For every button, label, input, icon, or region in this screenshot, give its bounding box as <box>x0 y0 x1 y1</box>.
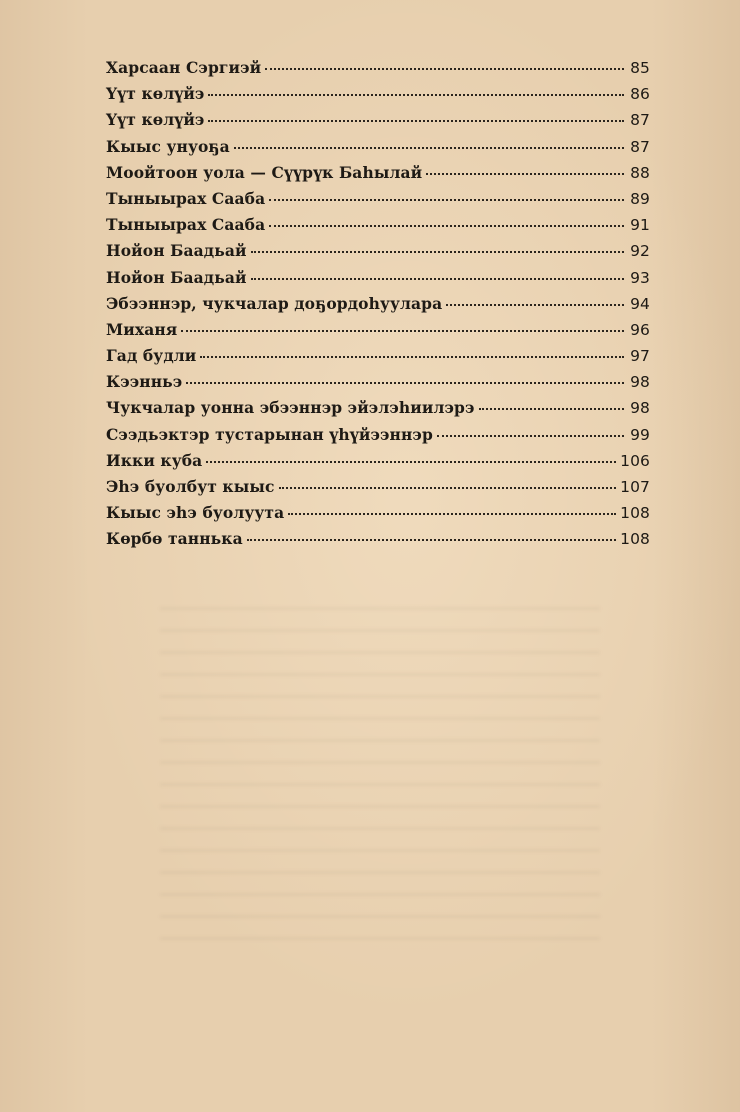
toc-entry <box>106 163 650 189</box>
toc-entry-page-number: 108 <box>620 504 650 523</box>
dot-leader <box>200 356 624 358</box>
toc-entry <box>106 503 650 529</box>
toc-entry <box>106 189 650 215</box>
toc-entry-title: Көрбө таннька <box>106 529 243 549</box>
toc-entry <box>106 241 650 267</box>
dot-leader <box>288 513 616 515</box>
toc-entry-title: Нойон Баадьай <box>106 241 247 261</box>
toc-entry-title: Сээдьэктэр тустарынан үһүйээннэр <box>106 424 433 444</box>
toc-entry-title: Гад будли <box>106 346 197 366</box>
dot-leader <box>279 487 617 489</box>
toc-entry-page-number: 87 <box>630 111 650 130</box>
toc-entry-title: Үүт көлүйэ <box>106 84 205 104</box>
dot-leader <box>446 304 624 306</box>
toc-entry <box>106 451 650 477</box>
dot-leader <box>234 147 624 149</box>
dot-leader <box>206 461 616 463</box>
dot-leader <box>437 435 624 437</box>
toc-entry-title: Миханя <box>106 319 178 339</box>
toc-entry-page-number: 89 <box>630 189 650 208</box>
toc-entry-title: Тыныырах Сааба <box>106 215 266 235</box>
toc-entry <box>106 137 650 163</box>
toc-entry-title: Нойон Баадьай <box>106 267 247 287</box>
toc-entry <box>106 110 650 136</box>
toc-entry-page-number: 99 <box>630 425 650 444</box>
dot-leader <box>269 225 624 227</box>
toc-entry-page-number: 85 <box>630 59 650 77</box>
toc-entry-title: Кыыс унуоҕа <box>106 136 230 156</box>
toc-entry-page-number: 87 <box>630 137 650 156</box>
toc-entry <box>106 529 650 555</box>
table-of-contents <box>106 58 650 556</box>
dot-leader <box>208 94 624 96</box>
toc-entry <box>106 320 650 346</box>
toc-entry <box>106 268 650 294</box>
toc-entry-title: Эбээннэр, чукчалар доҕордоһуулара <box>106 293 443 313</box>
toc-entry <box>106 425 650 451</box>
toc-entry-page-number: 108 <box>620 530 650 549</box>
dot-leader <box>247 539 616 541</box>
dot-leader <box>181 330 624 332</box>
dot-leader <box>251 278 624 280</box>
toc-entry-title: Эһэ буолбут кыыс <box>106 477 275 496</box>
dot-leader <box>251 251 624 253</box>
toc-entry-page-number: 98 <box>630 373 650 392</box>
toc-entry-page-number: 88 <box>630 163 650 182</box>
dot-leader <box>426 173 624 175</box>
toc-entry <box>106 294 650 320</box>
toc-entry-page-number: 93 <box>630 268 650 287</box>
toc-entry-page-number: 86 <box>630 85 650 104</box>
toc-entry-title: Харсаан Сэргиэй <box>106 58 262 77</box>
toc-entry-page-number: 92 <box>630 242 650 261</box>
toc-entry-page-number: 97 <box>630 347 650 366</box>
toc-entry-page-number: 107 <box>620 478 650 496</box>
reverse-side-bleed-through <box>160 600 600 940</box>
toc-entry-page-number: 106 <box>620 451 650 470</box>
toc-entry-page-number: 98 <box>630 399 650 418</box>
toc-entry-page-number: 94 <box>630 294 650 313</box>
toc-entry-title: Тыныырах Сааба <box>106 188 266 208</box>
toc-entry <box>106 477 650 503</box>
toc-entry-title: Кээнньэ <box>106 372 183 392</box>
toc-entry <box>106 372 650 398</box>
dot-leader <box>208 120 624 122</box>
toc-entry-title: Кыыс эһэ буолуута <box>106 503 285 523</box>
toc-entry-title: Моойтоон уола — Сүүрүк Баһылай <box>106 162 423 182</box>
toc-entry <box>106 398 650 424</box>
toc-entry-title: Үүт көлүйэ <box>106 110 205 130</box>
dot-leader <box>269 199 624 201</box>
dot-leader <box>186 382 624 384</box>
toc-entry-title: Чукчалар уонна эбээннэр эйэлэһиилэрэ <box>106 398 475 418</box>
toc-entry-page-number: 91 <box>630 216 650 235</box>
toc-entry <box>106 215 650 241</box>
toc-entry <box>106 84 650 110</box>
dot-leader <box>479 408 624 410</box>
toc-entry-title: Икки куба <box>106 450 203 470</box>
toc-entry <box>106 58 650 84</box>
dot-leader <box>265 68 624 70</box>
toc-entry-page-number: 96 <box>630 320 650 339</box>
toc-entry <box>106 346 650 372</box>
